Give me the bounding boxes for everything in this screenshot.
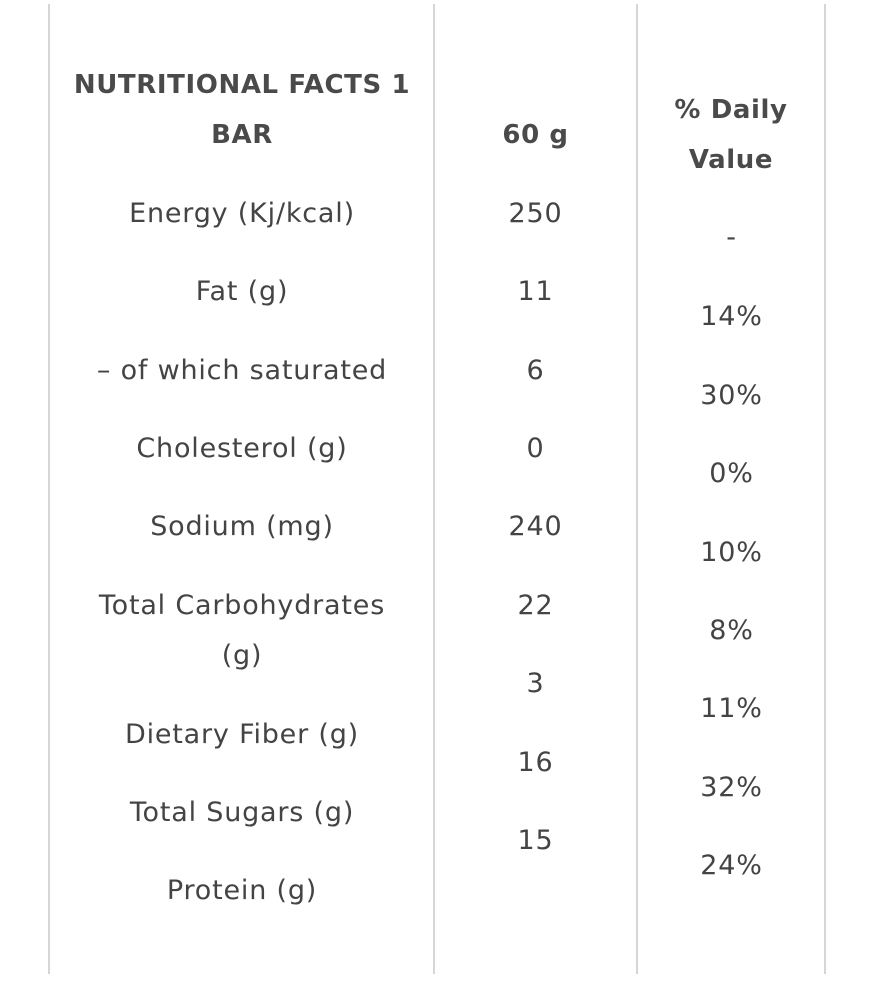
label-total-carbohydrates: Total Carbohydrates (g) — [98, 590, 386, 671]
dv-fat: 14% — [700, 301, 763, 332]
amount-dietary-fiber: 3 — [526, 668, 545, 699]
amount-cholesterol: 0 — [526, 433, 545, 464]
label-sodium: Sodium (mg) — [150, 511, 334, 542]
amount-protein: 15 — [517, 825, 554, 856]
daily-value-column — [638, 0, 825, 992]
amount-total-carbohydrates: 22 — [517, 590, 554, 621]
label-energy: Energy (Kj/kcal) — [129, 198, 355, 229]
dv-dietary-fiber: 11% — [700, 693, 763, 724]
label-dietary-fiber: Dietary Fiber (g) — [124, 719, 359, 750]
dv-total-carbohydrates: 8% — [709, 615, 754, 646]
amount-sodium: 240 — [508, 511, 563, 542]
dv-sodium: 10% — [700, 537, 763, 568]
dv-cholesterol: 0% — [709, 458, 754, 489]
dv-saturated: 30% — [700, 380, 763, 411]
dv-total-sugars: 32% — [700, 772, 763, 803]
dv-energy: - — [726, 222, 737, 253]
amount-fat: 11 — [517, 276, 554, 307]
header-daily-value: % Daily Value — [674, 95, 788, 175]
dv-protein: 24% — [700, 850, 763, 881]
header-nutritional-facts: NUTRITIONAL FACTS 1 BAR — [73, 70, 411, 150]
nutrient-label-column — [50, 0, 434, 992]
label-cholesterol: Cholesterol (g) — [136, 433, 348, 464]
header-amount: 60 g — [502, 120, 569, 150]
label-protein: Protein (g) — [166, 875, 318, 906]
amount-saturated: 6 — [526, 355, 545, 386]
amount-energy: 250 — [508, 198, 563, 229]
amount-column — [435, 0, 636, 992]
amount-total-sugars: 16 — [517, 747, 554, 778]
label-saturated: – of which saturated — [96, 355, 388, 386]
label-fat: Fat (g) — [195, 276, 289, 307]
label-total-sugars: Total Sugars (g) — [129, 797, 355, 828]
